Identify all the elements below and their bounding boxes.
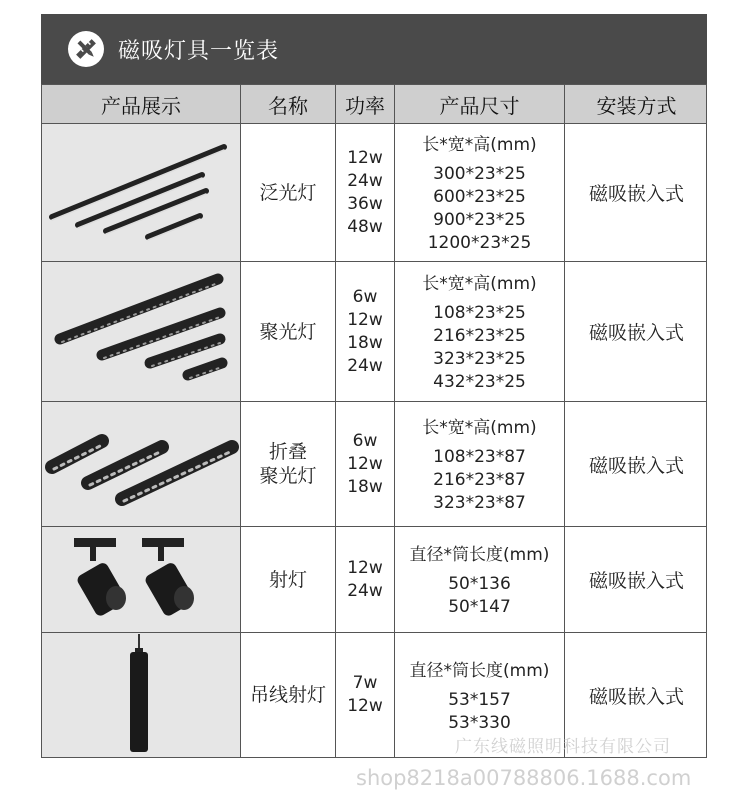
product-image-grille-spots [42, 262, 241, 401]
mount-cell [565, 527, 708, 632]
power-value: 7w [352, 673, 378, 693]
power-value: 18w [347, 476, 383, 497]
power-value: 12w [347, 696, 383, 716]
product-image-spotlights [42, 527, 241, 632]
size-cell [395, 262, 565, 401]
power-value: 12w [347, 557, 383, 578]
product-image-folding-spots [42, 402, 241, 526]
size-value: 53*330 [448, 712, 511, 733]
size-header: 直径*筒长度(mm) [409, 660, 550, 681]
power-value: 24w [347, 170, 383, 191]
size-value: 1200*23*25 [427, 233, 532, 253]
table-row [41, 124, 707, 262]
size-value: 323*23*87 [433, 493, 526, 513]
product-table [41, 84, 707, 758]
name-cell [241, 527, 336, 632]
mount-type: 磁吸嵌入式 [588, 183, 684, 205]
power-cell [336, 124, 395, 261]
table-header [41, 84, 707, 124]
power-value: 12w [347, 453, 383, 474]
size-header: 长*宽*高(mm) [422, 274, 537, 294]
power-cell [336, 402, 395, 526]
table-row [41, 262, 707, 402]
product-name: 聚光灯 [259, 320, 317, 343]
size-value: 50*147 [448, 597, 511, 617]
power-value: 24w [347, 580, 383, 601]
size-value: 323*23*25 [433, 349, 526, 369]
mount-cell [565, 262, 708, 401]
product-name: 折叠 [268, 441, 307, 463]
power-value: 12w [347, 147, 383, 168]
size-header: 长*宽*高(mm) [422, 135, 537, 155]
power-value: 48w [347, 216, 383, 237]
size-value: 432*23*25 [433, 372, 526, 392]
header-cell: 安装方式 [596, 93, 677, 118]
size-cell [395, 527, 565, 632]
name-cell [241, 262, 336, 401]
name-cell [241, 402, 336, 526]
product-image-pendant-light [42, 633, 241, 757]
size-value: 108*23*87 [433, 447, 526, 467]
size-header: 直径*筒长度(mm) [409, 545, 550, 565]
mount-cell [565, 402, 708, 526]
size-value: 216*23*25 [433, 326, 526, 346]
mount-type: 磁吸嵌入式 [588, 454, 684, 477]
mount-cell [565, 124, 708, 261]
size-value: 53*157 [448, 689, 511, 710]
power-value: 6w [352, 286, 378, 307]
title-bar [41, 14, 707, 84]
pencil-ruler-icon [68, 31, 104, 67]
size-value: 300*23*25 [433, 164, 526, 184]
table-row [41, 402, 707, 527]
power-value: 24w [347, 355, 383, 376]
table-row [41, 527, 707, 633]
size-value: 600*23*25 [433, 187, 526, 207]
product-name: 吊线射灯 [249, 684, 326, 706]
size-value: 900*23*25 [433, 210, 526, 230]
power-value: 6w [352, 430, 378, 451]
product-name: 聚光灯 [259, 465, 317, 487]
page-title: 磁吸灯具一览表 [118, 38, 280, 64]
size-value: 216*23*87 [433, 470, 526, 490]
size-cell [395, 402, 565, 526]
size-cell [395, 124, 565, 261]
power-cell [336, 262, 395, 401]
size-header: 长*宽*高(mm) [422, 418, 537, 438]
mount-type: 磁吸嵌入式 [588, 322, 684, 344]
watermark-url: shop8218a00788806.1688.com [356, 766, 692, 790]
name-cell [241, 633, 336, 757]
header-cell: 产品展示 [42, 85, 241, 123]
size-value: 50*136 [448, 574, 511, 594]
power-cell [336, 527, 395, 632]
power-cell [336, 633, 395, 757]
header-cell: 名称 [241, 85, 336, 123]
product-image-linear-bars [42, 124, 241, 261]
power-value: 12w [347, 309, 383, 330]
power-value: 36w [347, 193, 383, 214]
power-value: 18w [347, 332, 383, 353]
mount-type: 磁吸嵌入式 [588, 685, 684, 708]
header-cell: 功率 [336, 85, 395, 123]
product-name: 泛光灯 [259, 181, 317, 204]
name-cell [241, 124, 336, 261]
size-value: 108*23*25 [433, 303, 526, 323]
mount-type: 磁吸嵌入式 [588, 570, 684, 592]
product-name: 射灯 [268, 568, 307, 591]
watermark-company: 广东线磁照明科技有限公司 [455, 737, 671, 757]
header-cell: 产品尺寸 [395, 85, 565, 123]
